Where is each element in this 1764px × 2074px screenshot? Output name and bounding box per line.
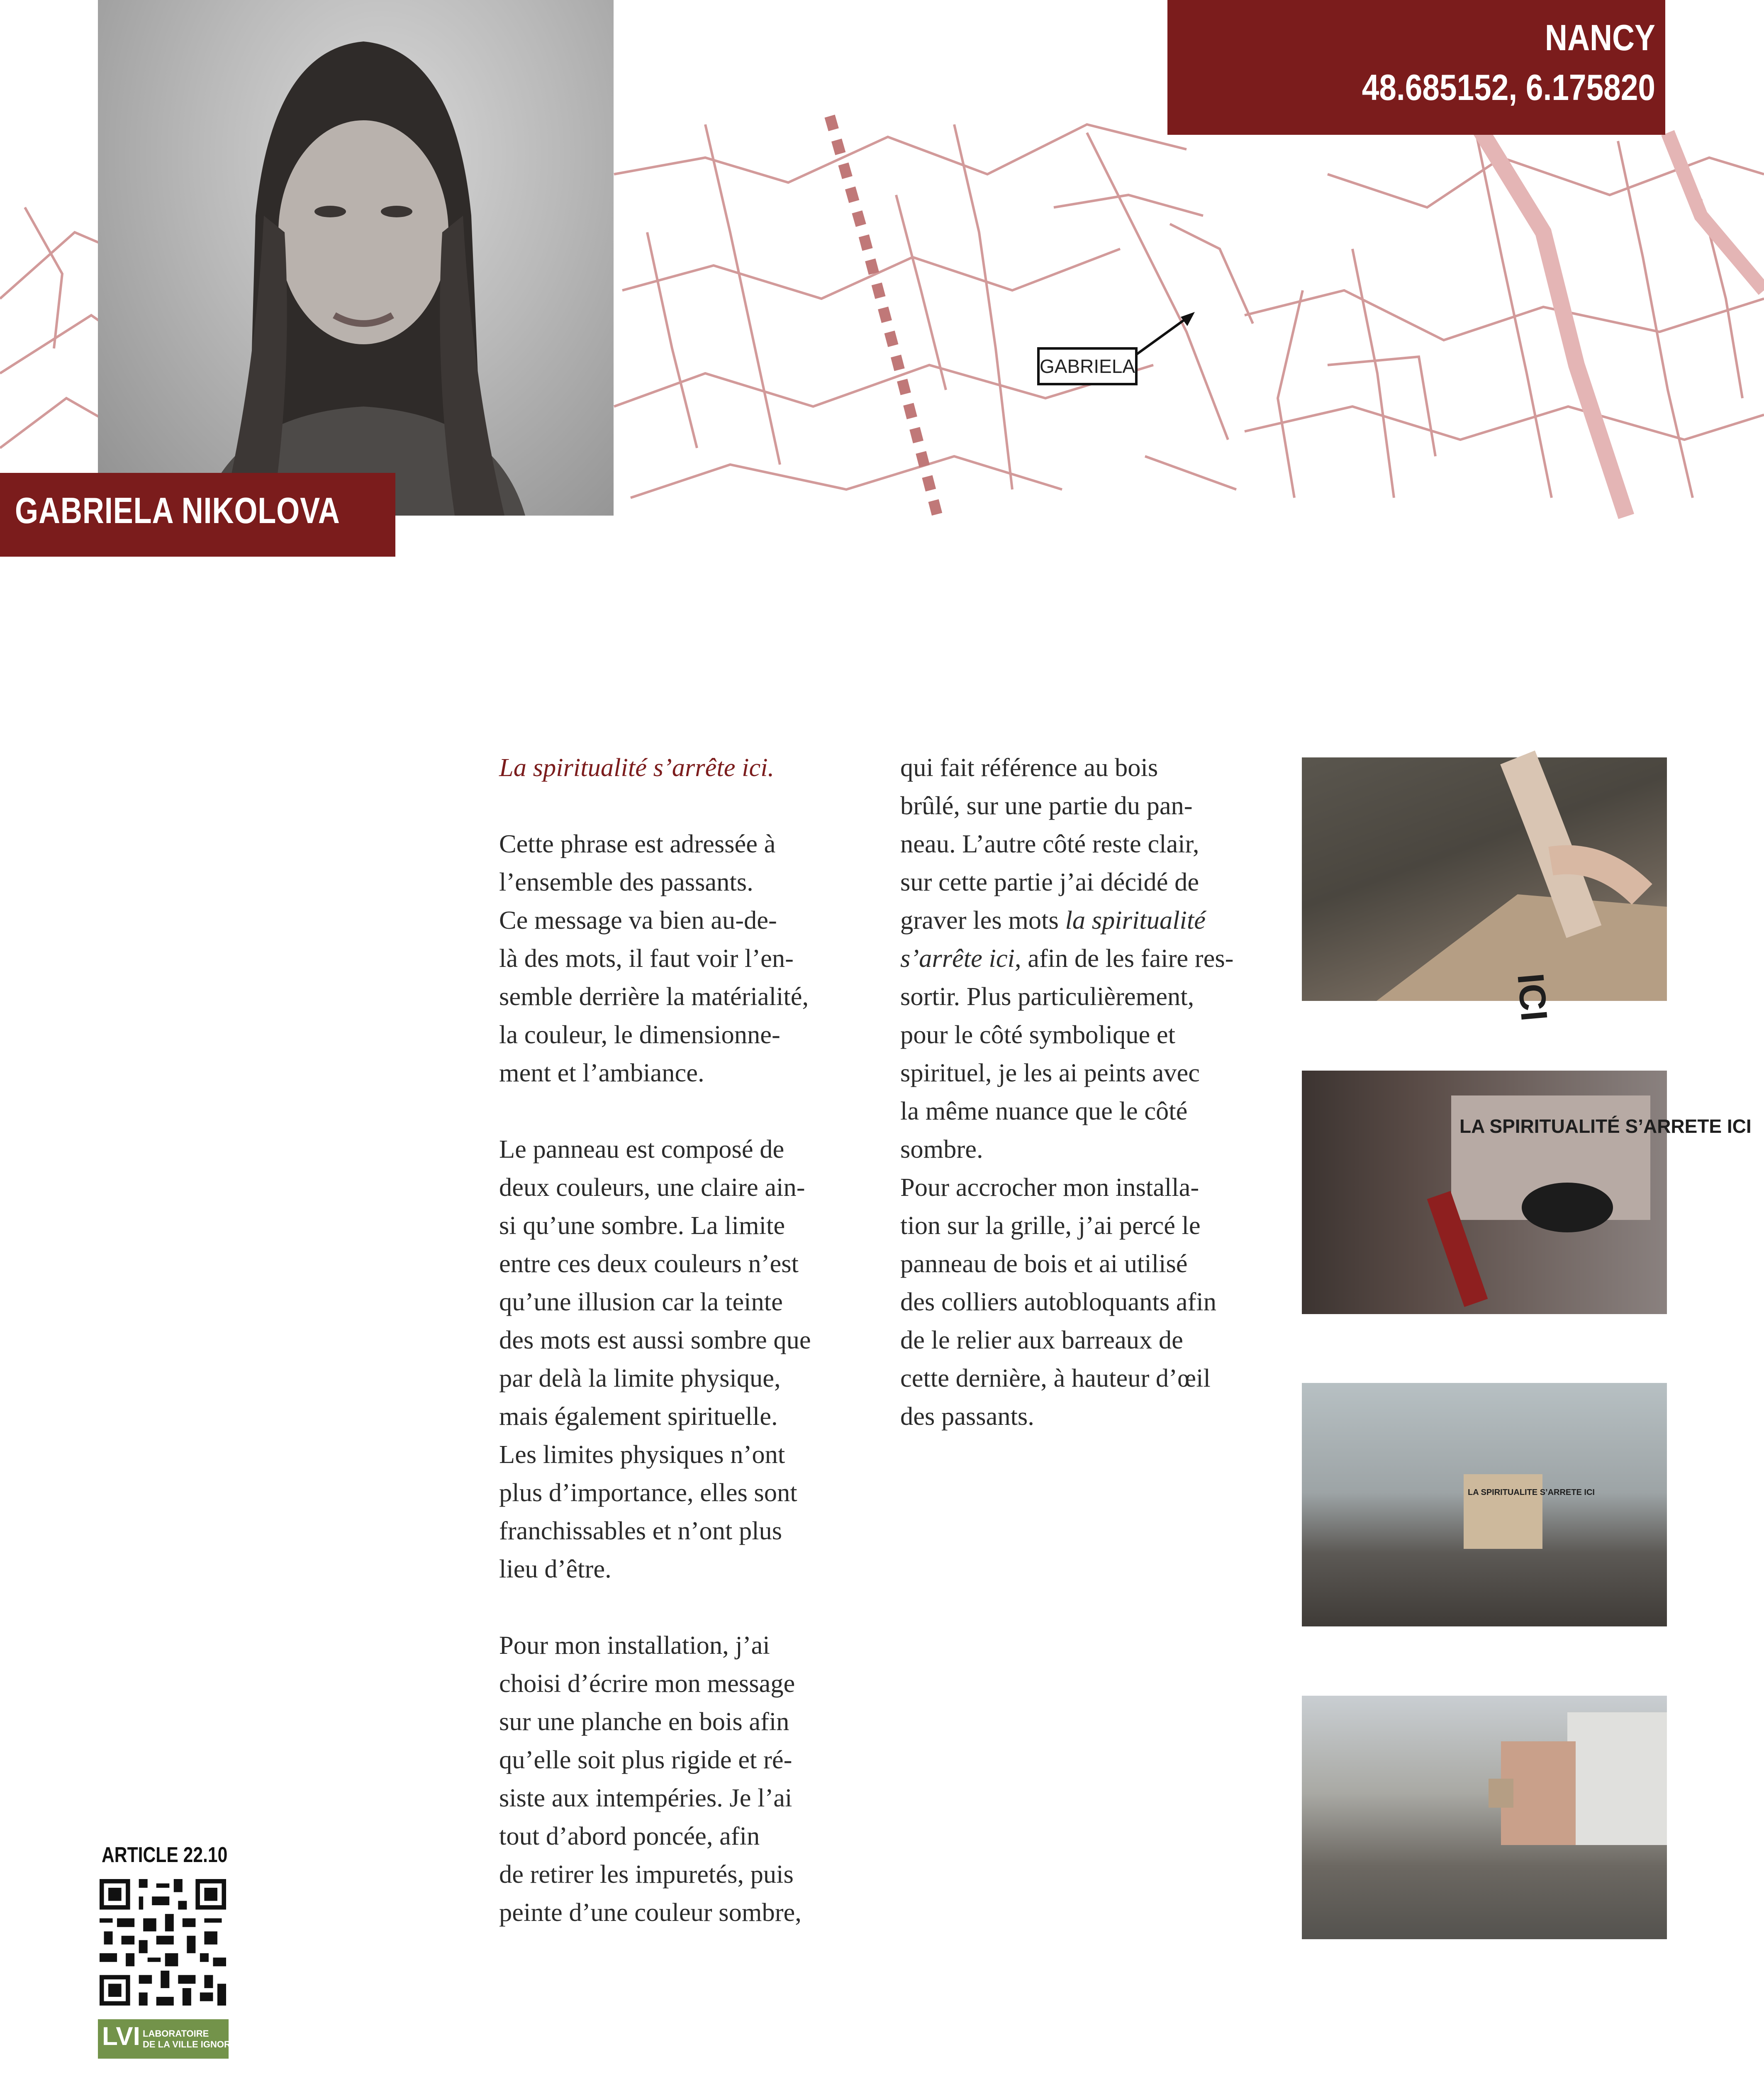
paragraph-line: siste aux intempéries. Je l’ai [499, 1783, 792, 1812]
paragraph-line: pour le côté symbolique et [900, 1020, 1176, 1049]
photo-sign-text: ICI [1509, 971, 1555, 1023]
paragraph-line: franchissables et n’ont plus [499, 1516, 782, 1545]
paragraph-line: sur une planche en bois afin [499, 1707, 789, 1736]
portrait-photo [98, 0, 614, 516]
paragraph-line: sortir. Plus particulièrement, [900, 982, 1194, 1011]
logo-initials: LVI [102, 2022, 140, 2051]
lvi-logo [98, 2019, 243, 2059]
paragraph-line: entre ces deux couleurs n’est [499, 1249, 799, 1278]
paragraph-line: plus d’importance, elles sont [499, 1478, 797, 1507]
photo-sign-text: LA SPIRITUALITE S’ARRETE ICI [1468, 1488, 1595, 1497]
paragraph-line: là des mots, il faut voir l’en- [499, 944, 794, 973]
paragraph-line: l’ensemble des passants. [499, 867, 753, 896]
paragraph-line: de le relier aux barreaux de [900, 1325, 1183, 1354]
paragraph-line: des colliers autobloquants afin [900, 1287, 1216, 1316]
article-title: La spiritualité s’arrête ici. [499, 753, 775, 782]
paragraph-line [900, 901, 1274, 939]
coordinates: 48.685152, 6.175820 [1362, 67, 1655, 108]
photo-fence-wide [1302, 1696, 1667, 1939]
paragraph-line: cette dernière, à hauteur d’œil [900, 1363, 1211, 1392]
italic-run: la spiritualité [1065, 906, 1206, 935]
paragraph-line: semble derrière la matérialité, [499, 982, 809, 1011]
paragraph-line: spirituel, je les ai peints avec [900, 1058, 1200, 1087]
logo-text [143, 2028, 243, 2050]
paragraph-line: de retirer les impuretés, puis [499, 1860, 794, 1889]
person-name: GABRIELA NIKOLOVA [15, 490, 340, 531]
name-banner [0, 473, 395, 557]
paragraph-line: des mots est aussi sombre que [499, 1325, 811, 1354]
text-run: , afin de les faire res- [1014, 944, 1234, 973]
paragraph-line: panneau de bois et ai utilisé [900, 1249, 1188, 1278]
paragraph-line: si qu’une sombre. La limite [499, 1211, 785, 1240]
photo-sign-text: LA SPIRITUALITÉ S’ARRETE ICI [1459, 1115, 1752, 1137]
photo-fence-sign [1302, 1383, 1667, 1626]
paragraph-line: Le panneau est composé de [499, 1134, 785, 1164]
paragraph-line: sombre. [900, 1134, 983, 1164]
paragraph-line: lieu d’être. [499, 1554, 612, 1583]
paragraph-line: tion sur la grille, j’ai percé le [900, 1211, 1201, 1240]
italic-run: s’arrête ici [900, 944, 1015, 973]
qr-code-icon [100, 1879, 226, 2006]
photo-engraving [1302, 757, 1667, 1023]
paragraph-line: qui fait référence au bois [900, 753, 1158, 782]
article-reference: ARTICLE 22.10 [102, 1843, 228, 1867]
text-column-1 [499, 748, 872, 1931]
paragraph-line: deux couleurs, une claire ain- [499, 1173, 805, 1202]
paragraph-line: qu’une illusion car la teinte [499, 1287, 783, 1316]
paragraph-line: sur cette partie j’ai décidé de [900, 867, 1199, 896]
paragraph-line: Pour accrocher mon installa- [900, 1173, 1199, 1202]
paragraph-line: Les limites physiques n’ont [499, 1440, 785, 1469]
paragraph-line: peinte d’une couleur sombre, [499, 1898, 802, 1927]
spacer [499, 1092, 872, 1130]
logo-line-1: LABORATOIRE [143, 2028, 209, 2039]
spacer [499, 1588, 872, 1626]
paragraph-line: choisi d’écrire mon message [499, 1669, 795, 1698]
text-column-2 [900, 748, 1274, 1435]
paragraph-line: mais également spirituelle. [499, 1402, 778, 1431]
paragraph-line: Pour mon installation, j’ai [499, 1631, 770, 1660]
paragraph-line: Cette phrase est adressée à [499, 829, 776, 858]
paragraph-line: tout d’abord poncée, afin [499, 1821, 760, 1850]
spacer [499, 786, 872, 825]
paragraph-line: la même nuance que le côté [900, 1096, 1188, 1125]
paragraph-line: par delà la limite physique, [499, 1363, 781, 1392]
map-marker-label: GABRIELA [1037, 347, 1138, 385]
paragraph-line: Ce message va bien au-de- [499, 906, 777, 935]
paragraph-line: des passants. [900, 1402, 1034, 1431]
paragraph-line: neau. L’autre côté reste clair, [900, 829, 1199, 858]
paragraph-line: brûlé, sur une partie du pan- [900, 791, 1193, 820]
city-name: NANCY [1545, 17, 1655, 58]
text-run: graver les mots [900, 906, 1065, 935]
paragraph-line [900, 939, 1274, 977]
paragraph-line: la couleur, le dimensionne- [499, 1020, 780, 1049]
paragraph-line: ment et l’ambiance. [499, 1058, 704, 1087]
logo-line-2: DE LA VILLE IGNORÉE [143, 2039, 243, 2050]
photo-hanging-sign [1302, 1071, 1752, 1314]
location-banner [1167, 0, 1665, 135]
paragraph-line: qu’elle soit plus rigide et ré- [499, 1745, 792, 1774]
